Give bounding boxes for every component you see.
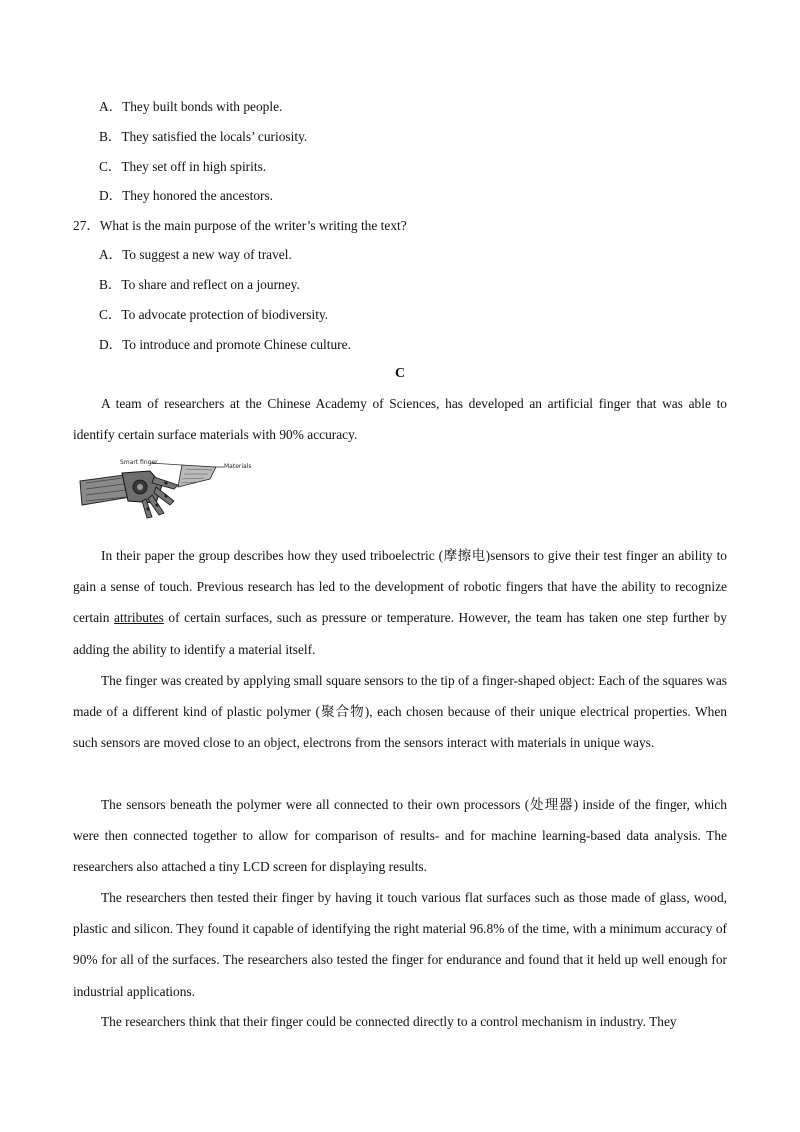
- option-letter: B．: [99, 129, 122, 144]
- figure-label-materials: Materials: [224, 463, 252, 470]
- option-text: To suggest a new way of travel.: [122, 247, 292, 262]
- option-letter: C．: [99, 159, 122, 174]
- option-letter: A．: [99, 99, 123, 114]
- option-b-q26: [99, 128, 307, 146]
- option-text: They honored the ancestors.: [122, 188, 274, 203]
- option-text: To introduce and promote Chinese culture.: [122, 337, 351, 352]
- option-letter: C．: [99, 307, 122, 322]
- option-text: They set off in high spirits.: [121, 159, 267, 174]
- smart-finger-figure: [78, 457, 258, 521]
- figure-label-smart-finger: Smart finger: [120, 459, 158, 466]
- paragraph-1: A team of researchers at the Chinese Academy of Sciences, has developed an artificial finger that was able to identify certain surface materials with 90% accuracy.: [73, 396, 727, 443]
- option-letter: A．: [99, 247, 123, 262]
- option-c-q27: [99, 306, 328, 324]
- paragraph-2: [73, 540, 727, 665]
- option-letter: B．: [99, 277, 122, 292]
- question-text: What is the main purpose of the writer’s writing the text?: [99, 218, 407, 233]
- option-d-q26: [99, 187, 273, 205]
- option-a-q26: [99, 98, 282, 116]
- option-d-q27: [99, 336, 351, 354]
- paragraph-3: The finger was created by applying small square sensors to the tip of a finger-shaped object: Each of the squares was made of a different kind of plastic polymer (聚合物), each chosen because of their unique electrical properties. When such sensors are moved close to an object, electrons from the sensors interact with materials in unique ways.: [73, 673, 727, 751]
- option-text: To share and reflect on a journey.: [121, 277, 300, 292]
- paragraph-5: The researchers then tested their finger by having it touch various flat surfaces such as those made of glass, wood, plastic and silicon. They found it capable of identifying the right material 96.8% of the time, with a minimum accuracy of 90% for all of the surfaces. The researchers also tested the finger for endurance and found that it held up well enough for industrial applications.: [73, 890, 727, 999]
- underlined-word-attributes: attributes: [114, 610, 164, 626]
- question-27: [73, 217, 407, 235]
- option-text: They satisfied the locals’ curiosity.: [121, 129, 308, 144]
- option-letter: D．: [99, 188, 123, 203]
- option-c-q26: [99, 158, 266, 176]
- option-text: They built bonds with people.: [122, 99, 283, 114]
- paragraph-6: The researchers think that their finger could be connected directly to a control mechanism in industry. They: [101, 1014, 677, 1029]
- paragraph-2-text-end: of certain surfaces, such as pressure or temperature. However, the team has taken one step further by adding the ability to identify a material itself.: [73, 610, 727, 657]
- section-title: C: [394, 366, 406, 381]
- option-text: To advocate protection of biodiversity.: [121, 307, 329, 322]
- option-b-q27: [99, 276, 300, 294]
- paragraph-4: The sensors beneath the polymer were all connected to their own processors (处理器) inside of the finger, which were then connected together to allow for comparison of results- and for machine learning-based data analysis. The researchers also attached a tiny LCD screen for displaying results.: [73, 797, 727, 875]
- question-number: 27．: [73, 218, 100, 233]
- option-a-q27: [99, 246, 292, 264]
- option-letter: D．: [99, 337, 123, 352]
- paragraph-2-text-start: In their paper the group describes how they used triboelectric (摩擦电)sensors to give their test finger an ability to gain a sense of touch. Previous research has led to the development of robotic fingers that have the ability to recognize certain: [73, 548, 727, 626]
